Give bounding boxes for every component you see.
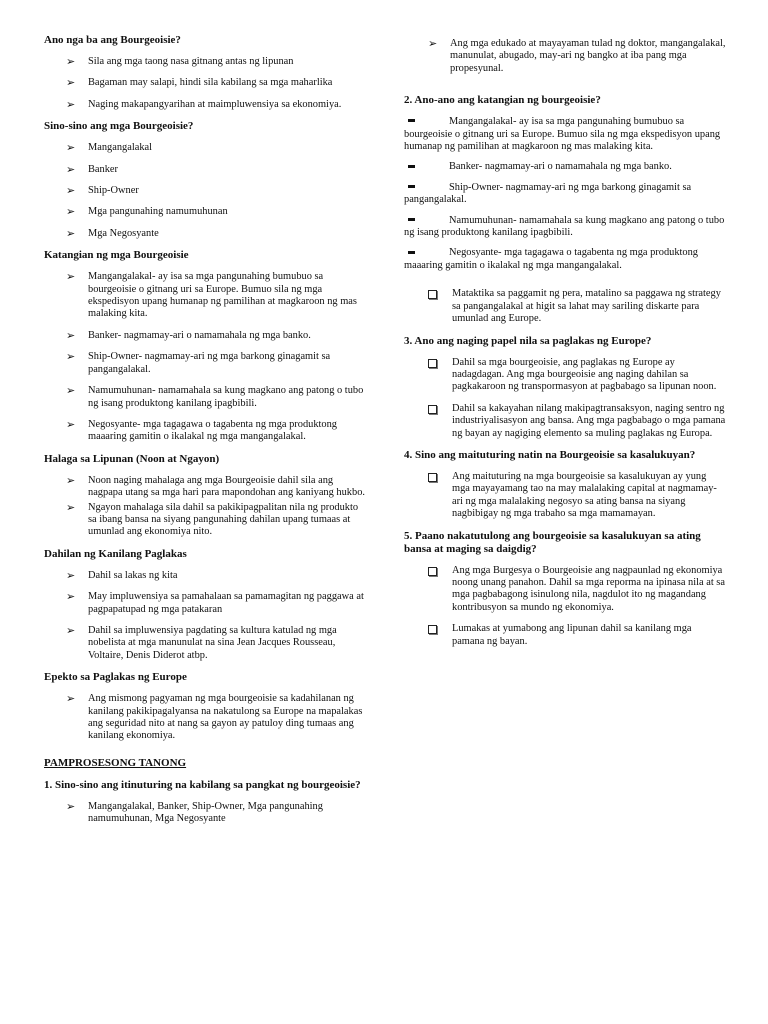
checkbox-bullet-icon <box>428 625 437 634</box>
list-item: Ship-Owner- nagmamay-ari ng mga barkong ginagamit sa pangangalakal. <box>404 181 692 206</box>
arrow-bullet-icon: ➢ <box>66 418 76 431</box>
arrow-bullet-icon: ➢ <box>66 142 76 155</box>
list-item: ➢ Ship-Owner- nagmamay-ari ng mga barkong ginagamit sa pangangalakal. <box>66 351 331 375</box>
list-item: ➢ Mangangalakal <box>66 142 153 155</box>
checkbox-bullet-icon <box>428 359 437 368</box>
dash-bullet-icon <box>408 218 415 221</box>
arrow-bullet-icon: ➢ <box>66 351 76 364</box>
dash-bullet-icon <box>408 251 415 254</box>
dash-bullet-icon <box>408 165 415 168</box>
section-title-katangian: Katangian ng mga Bourgeoisie <box>44 249 189 262</box>
arrow-bullet-icon: ➢ <box>66 77 76 90</box>
arrow-bullet-icon: ➢ <box>66 56 76 68</box>
list-item: ➢ Bagaman may salapi, hindi sila kabilang sa mga maharlika <box>66 77 333 90</box>
dash-bullet-icon <box>408 119 415 122</box>
arrow-bullet-icon: ➢ <box>66 385 76 398</box>
list-item: Namumuhunan- namamahala sa kung magkano ang patong o tubo ng isang produktong kanilang ipagbibili. <box>404 214 725 239</box>
section-title-halaga: Halaga sa Lipunan (Noon at Ngayon) <box>44 452 220 465</box>
list-item: ➢ Banker <box>66 163 119 176</box>
arrow-bullet-icon: ➢ <box>66 624 76 637</box>
arrow-bullet-icon: ➢ <box>66 569 76 582</box>
arrow-bullet-icon: ➢ <box>66 474 76 487</box>
arrow-bullet-icon: ➢ <box>66 591 76 604</box>
list-item: Negosyante- mga tagagawa o tagabenta ng mga produktong maaaring gamitin o ikalakal ng mga mangangalakal. <box>404 247 699 271</box>
list-item: Mangangalakal- ay isa sa mga pangunahing bumubuo sa bourgeoisie o gitnang uri sa Europe. Bumuo sila ng mga ekspedisyon upang humanap ng pamilihan at magkaroon ng mas malaking kita. <box>404 116 721 153</box>
arrow-bullet-icon: ➢ <box>66 185 76 198</box>
list-item: Banker- nagmamay-ari o namamahala ng mga banko. <box>404 161 726 173</box>
checkbox-bullet-icon <box>428 290 437 299</box>
question-4-title: 4. Sino ang maituturing natin na Bourgeoisie sa kasalukuyan? <box>404 448 696 461</box>
list-item: Dahil sa mga bourgeoisie, ang paglakas ng Europe ay nadagdagan. Ang mga bourgeoisie ang naging dahilan sa pagkakaroon ng transpormasyon at pagbabago sa lipunan noon. <box>404 357 726 394</box>
arrow-bullet-icon: ➢ <box>66 227 76 240</box>
list-item: ➢ Ship-Owner <box>66 185 139 198</box>
question-5-title: 5. Paano nakatutulong ang bourgeoisie sa kasalukuyan sa ating bansa at maging sa daigdig? <box>404 529 701 555</box>
section-title-pamprosesong-tanong: PAMPROSESONG TANONG <box>44 756 187 769</box>
arrow-bullet-icon: ➢ <box>66 329 76 342</box>
section-title-dahilan: Dahilan ng Kanilang Paglakas <box>44 547 187 560</box>
list-item: Dahil sa kakayahan nilang makipagtransaksyon, naging sentro ng industriyalisasyon ang bansa. Ang mga pagbabago o mga pamana ng bayan ay nagiging elemento sa muling paglakas ng Europa. <box>404 403 726 440</box>
list-item: ➢ Naging makapangyarihan at maimpluwensiya sa ekonomiya. <box>66 98 342 111</box>
arrow-bullet-icon: ➢ <box>66 163 76 176</box>
question-1-title: 1. Sino-sino ang itinuturing na kabilang sa pangkat ng bourgeoisie? <box>44 778 361 791</box>
list-item: ➢ Sila ang mga taong nasa gitnang antas ng lipunan <box>66 56 294 68</box>
list-item: ➢ Dahil sa lakas ng kita <box>66 569 178 582</box>
list-item: ➢ Mga pangunahing namumuhunan <box>66 206 228 219</box>
list-item: ➢ Banker- nagmamay-ari o namamahala ng mga banko. <box>66 329 311 342</box>
arrow-bullet-icon: ➢ <box>66 271 76 284</box>
arrow-bullet-icon: ➢ <box>428 38 438 50</box>
arrow-bullet-icon: ➢ <box>66 501 76 514</box>
question-2-title: 2. Ano-ano ang katangian ng bourgeoisie? <box>404 94 601 107</box>
arrow-bullet-icon: ➢ <box>66 98 76 111</box>
list-item: ➢ Negosyante- mga tagagawa o tagabenta ng mga produktong maaaring gamitin o ikalakal ng mga mangangalakal. <box>66 418 338 443</box>
list-item: ➢ Mga Negosyante <box>66 227 159 240</box>
list-item: ➢ Ang mismong pagyaman ng mga bourgeoisie sa kadahilanan ng kanilang pakikipagalyansa na nakatulong sa Europe na mapalakas ang seguridad nito at nang sa gayon ay patuloy ding tumaas ang kanilang ekonomiya. <box>66 693 363 742</box>
list-item: ➢ Ang mga edukado at mayayaman tulad ng doktor, mangangalakal, manunulat, abugado, may-ari ng bangko at iba pang mga propesyunal. <box>428 38 726 74</box>
arrow-bullet-icon: ➢ <box>66 693 76 706</box>
checkbox-bullet-icon <box>428 473 437 482</box>
section-title-sino-sino: Sino-sino ang mga Bourgeoisie? <box>44 120 194 133</box>
arrow-bullet-icon: ➢ <box>66 800 76 813</box>
list-item: ➢ Ngayon mahalaga sila dahil sa pakikipagpalitan nila ng produkto sa ibang bansa na siyang pangunahing dahilan upang tumaas at umunlad ang ekonomiya nito. <box>66 501 359 538</box>
spacer <box>404 280 726 288</box>
list-item: Mataktika sa paggamit ng pera, matalino sa paggawa ng strategy sa pangangalakal at higit sa lahat may sariling diskarte para umunlad ang Europe. <box>404 288 726 325</box>
list-item: Ang mga Burgesya o Bourgeoisie ang nagpaunlad ng ekonomiya noong unang panahon. Dahil sa mga reporma na ipinasa nila at sa mga pagbabagong isinulong nila, nagdulot ito ng magandang kontribusyon sa mundo ng ekonomiya. <box>404 565 726 615</box>
checkbox-bullet-icon <box>428 405 437 414</box>
arrow-bullet-icon: ➢ <box>66 206 76 219</box>
list-item: Lumakas at yumabong ang lipunan dahil sa kanilang mga pamana ng bayan. <box>404 623 726 648</box>
list-item: ➢ Mangangalakal, Banker, Ship-Owner, Mga pangunahing namumuhunan, Mga Negosyante <box>66 800 323 825</box>
spacer <box>404 84 726 94</box>
section-title-epekto: Epekto sa Paglakas ng Europe <box>44 671 187 684</box>
list-item: ➢ Noon naging mahalaga ang mga Bourgeoisie dahil sila ang nagpapa utang sa mga hari para mapondohan ang kaniyang hukbo. <box>66 474 365 499</box>
section-title-ano-nga-ba: Ano nga ba ang Bourgeoisie? <box>44 34 181 46</box>
dash-bullet-icon <box>408 185 415 188</box>
list-item: ➢ Namumuhunan- namamahala sa kung magkano ang patong o tubo ng isang produktong kanilang ipagbibili. <box>66 385 364 409</box>
list-item: ➢ Mangangalakal- ay isa sa mga pangunahing bumubuo sa bourgeoisie o gitnang uri sa Europe. Bumuo sila ng mga ekspedisyon upang humanap ng pamilihan at magkaroon ng mas malaking kita. <box>66 271 357 320</box>
list-item: ➢ Dahil sa impluwensiya pagdating sa kultura katulad ng mga nobelista at mga manunulat na sina Jean Jacques Rousseau, Voltaire, Denis Diderot atbp. <box>66 624 337 661</box>
right-column <box>404 38 726 657</box>
question-3-title: 3. Ano ang naging papel nila sa paglakas ng Europe? <box>404 334 652 347</box>
list-item: ➢ May impluwensiya sa pamahalaan sa pamamagitan ng paggawa at pagpapatupad ng mga patakaran <box>66 591 364 615</box>
list-item: Ang maituturing na mga bourgeoisie sa kasalukuyan ay yung mga mayayamang tao na may malalaking capital at nagmamay-ari ng mga malalaking negosyo sa ating bansa na siyang nagbibigay ng mga trabaho sa mga mamamayan. <box>404 471 726 521</box>
checkbox-bullet-icon <box>428 567 437 576</box>
left-column <box>44 34 366 835</box>
